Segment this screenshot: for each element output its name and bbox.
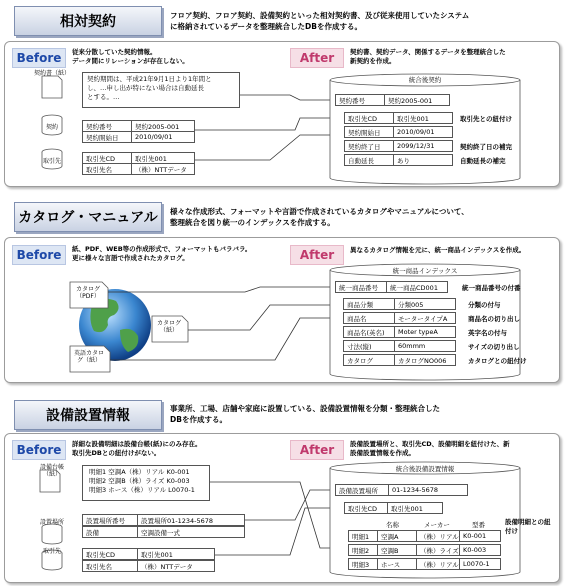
section1-before-val-0: 契約2005-001 [131, 120, 195, 132]
section1-doc3-label: 取引先 [42, 158, 61, 165]
section2-after-key-1: 商品分類 [343, 298, 395, 310]
section2-after-note-4: サイズの切り出し [468, 343, 520, 351]
section3-col-header-1: メーカー [424, 521, 450, 529]
section1-after-key-1: 取引先CD [344, 112, 394, 124]
section1-before-text-2: データ間にリレーションが存在しない。 [72, 57, 189, 65]
section3-before-text-1: 詳細な設備明細は設備台帳(紙)にのみ存在。 [72, 440, 202, 448]
section2-after-text-1: 異なるカタログ情報を元に、統一商品インデックスを作成。 [350, 246, 526, 254]
section2-after-note-2: 商品名の切り出し [468, 315, 520, 323]
section2-after-tag: After [290, 245, 344, 265]
section1-db-title: 統合後契約 [408, 76, 442, 84]
section3-site-val-0: 設置場所01-1234-5678 [137, 514, 245, 526]
section3-site-key-0: 設置場所番号 [82, 514, 138, 526]
section2-after-note-3: 英字名の付与 [468, 329, 507, 337]
section3-detail-key-0: 明細1 [348, 530, 378, 542]
section2-after-note-0: 統一商品番号の付番 [462, 284, 521, 292]
section3-after-tag: After [290, 440, 344, 460]
section3-site-key-1: 設備 [82, 526, 138, 538]
section1-before-text-1: 従来分散していた契約情報。 [72, 48, 157, 56]
section1-doc1-label: 契約書（紙） [34, 70, 71, 77]
section3-cylinder2-icon [42, 524, 62, 544]
section3-before-tag: Before [12, 440, 66, 460]
section2-doc1-label: カタログ（PDF） [75, 286, 100, 300]
section1-after-note-3: 契約終了日の補完 [460, 143, 512, 151]
section3-after-site-val: 01-1234-5678 [388, 484, 468, 496]
section2-before-tag: Before [12, 245, 66, 265]
section2-after-val-1: 分類005 [394, 298, 456, 310]
section1-after-val-4: あり [393, 154, 453, 166]
section2-desc-line1: 様々な作成形式、フォーマットや言語で作成されているカタログやマニュアルについて、 [170, 207, 469, 216]
section3-detail-name-1: 空調B [377, 544, 417, 556]
section3-after-site-key: 設備設置場所 [335, 484, 389, 496]
section3-after-client-key: 取引先CD [344, 502, 388, 514]
section1-after-key-4: 自動延長 [344, 154, 394, 166]
section1-after-key-3: 契約終了日 [344, 140, 394, 152]
section2-after-key-5: カタログ [343, 354, 395, 366]
section1-after-text-1: 契約書、契約データ、関係するデータを整理統合した [350, 48, 506, 56]
section1-after-val-2: 2010/09/01 [393, 126, 453, 138]
section1-paper-line3: とする。… [87, 93, 120, 101]
section1-paper-line2: し、…申し出が特にない場合は自動延長 [87, 84, 204, 92]
section1-before-key-1: 契約開始日 [82, 131, 132, 143]
section3-detail-maker-2: （株）リアル [416, 558, 460, 570]
section1-after-key-2: 契約開始日 [344, 126, 394, 138]
section3-db-title: 統合後設備設置情報 [395, 465, 455, 473]
section3-doc3-label: 取引先 [42, 548, 61, 555]
section2-after-note-5: カタログとの紐付け [468, 357, 527, 365]
section3-before-text-2: 取引先DBとの紐付けがない。 [72, 449, 161, 457]
section1-before-key-0: 契約番号 [82, 120, 132, 132]
section3-detail-model-2: L0070-1 [459, 558, 501, 570]
section2-after-key-3: 商品名(英名) [343, 326, 395, 338]
section1-after-val-1: 取引先001 [393, 112, 453, 124]
section1-before-key-3: 取引先名 [82, 163, 132, 175]
section1-before-val-1: 2010/09/01 [131, 131, 195, 143]
section1-after-val-3: 2099/12/31 [393, 140, 453, 152]
section1-after-val-0: 契約2005-001 [384, 94, 450, 106]
section1-before-tag: Before [12, 48, 66, 68]
section3-ledger-paper [82, 465, 210, 501]
section1-desc-line2: に格納されているデータを整理統合したDBを作成する。 [170, 22, 362, 31]
section3-detail-name-2: ホース [377, 558, 417, 570]
section3-client-val-0: 取引先001 [137, 548, 215, 560]
section2-db-title: 統一商品インデックス [392, 267, 458, 275]
section3-detail-name-0: 空調A [377, 530, 417, 542]
section2-after-key-0: 統一商品番号 [335, 281, 387, 293]
section1-after-note-1: 取引先との紐付け [460, 115, 512, 123]
section2-before-text-1: 紙、PDF、WEB等の作成形式で、フォーマットもバラバラ。 [72, 245, 252, 253]
section3-desc-line1: 事業所、工場、店舗や家庭に設置している、設備設置情報を分類・整理統合した [170, 404, 440, 413]
section1-before-val-2: 取引先001 [131, 152, 195, 164]
section1-after-key-0: 契約番号 [335, 94, 385, 106]
section3-after-text-2: 設備設置情報を作成。 [350, 449, 415, 457]
section2-after-key-4: 寸法(縦) [343, 340, 395, 352]
section1-after-text-2: 新契約を作成。 [350, 57, 396, 65]
section3-doc2-label: 設置場所 [39, 519, 64, 526]
section2-doc3-label: 英語カタログ（紙） [73, 350, 104, 364]
section2-after-val-2: モータータイプA [394, 312, 456, 324]
section2-after-key-2: 商品名 [343, 312, 395, 324]
section1-title: 相対契約 [14, 6, 162, 36]
section2-after-note-1: 分類の付与 [468, 301, 501, 309]
section1-doc2-label: 契約 [45, 124, 58, 131]
section3-detail-key-1: 明細2 [348, 544, 378, 556]
section3-col-header-2: 型番 [472, 521, 485, 529]
section3-ledger-row-1: 明細2 空調B（株）ライズ K0-003 [89, 477, 190, 485]
section3-client-key-0: 取引先CD [82, 548, 138, 560]
section1-after-tag: After [290, 48, 344, 68]
section2-after-val-5: カタログNO006 [394, 354, 456, 366]
section3-doc1-label: 設備台帳（紙） [39, 464, 64, 478]
section3-detail-maker-1: （株）ライズ [416, 544, 460, 556]
section3-ledger-row-0: 明細1 空調A（株）リアル K0-001 [89, 468, 190, 476]
section2-after-val-0: 統一商品CD001 [386, 281, 448, 293]
section1-desc-line1: フロア契約、フロア契約、設備契約といった相対契約書、及び従来使用していたシステム [170, 11, 470, 20]
section2-doc2-label: カタログ（紙） [156, 320, 181, 334]
section2-before-text-2: 更に様々な言語で作成されたカタログ。 [72, 254, 189, 262]
section3-after-client-val: 取引先001 [387, 502, 443, 514]
section3-col-header-0: 名称 [386, 521, 399, 529]
section1-after-note-4: 自動延長の補完 [460, 157, 506, 165]
section3-detail-key-2: 明細3 [348, 558, 378, 570]
section1-before-key-2: 取引先CD [82, 152, 132, 164]
section3-detail-model-0: K0-001 [459, 530, 501, 542]
section1-paper-line1: 契約期間は、平成21年9月1日より1年間と [87, 75, 212, 83]
section2-after-val-4: 60mmm [394, 340, 456, 352]
section3-detail-maker-0: （株）リアル [416, 530, 460, 542]
section3-desc-line2: DBを作成する。 [170, 415, 227, 424]
section3-after-text-1: 設備設置場所と、取引先CD、設備明細を紐付けた、新 [350, 440, 510, 448]
section1-before-val-3: （株）NTTデータ [131, 163, 195, 175]
section3-title: 設備設置情報 [14, 400, 162, 430]
section3-site-val-1: 空調設備一式 [137, 526, 245, 538]
section3-col-note: 設備明細との紐付け [505, 518, 551, 535]
section2-desc-line2: 整理統合を図り統一のインデックスを作成する。 [170, 218, 335, 227]
section3-client-val-1: （株）NTTデータ [137, 560, 215, 572]
section3-client-key-1: 取引先名 [82, 560, 138, 572]
section3-ledger-row-2: 明細3 ホース（株）リアル L0070-1 [89, 486, 195, 494]
section3-detail-model-1: K0-003 [459, 544, 501, 556]
section2-after-val-3: Moter typeA [394, 326, 456, 338]
section2-title: カタログ・マニュアル [14, 202, 162, 232]
